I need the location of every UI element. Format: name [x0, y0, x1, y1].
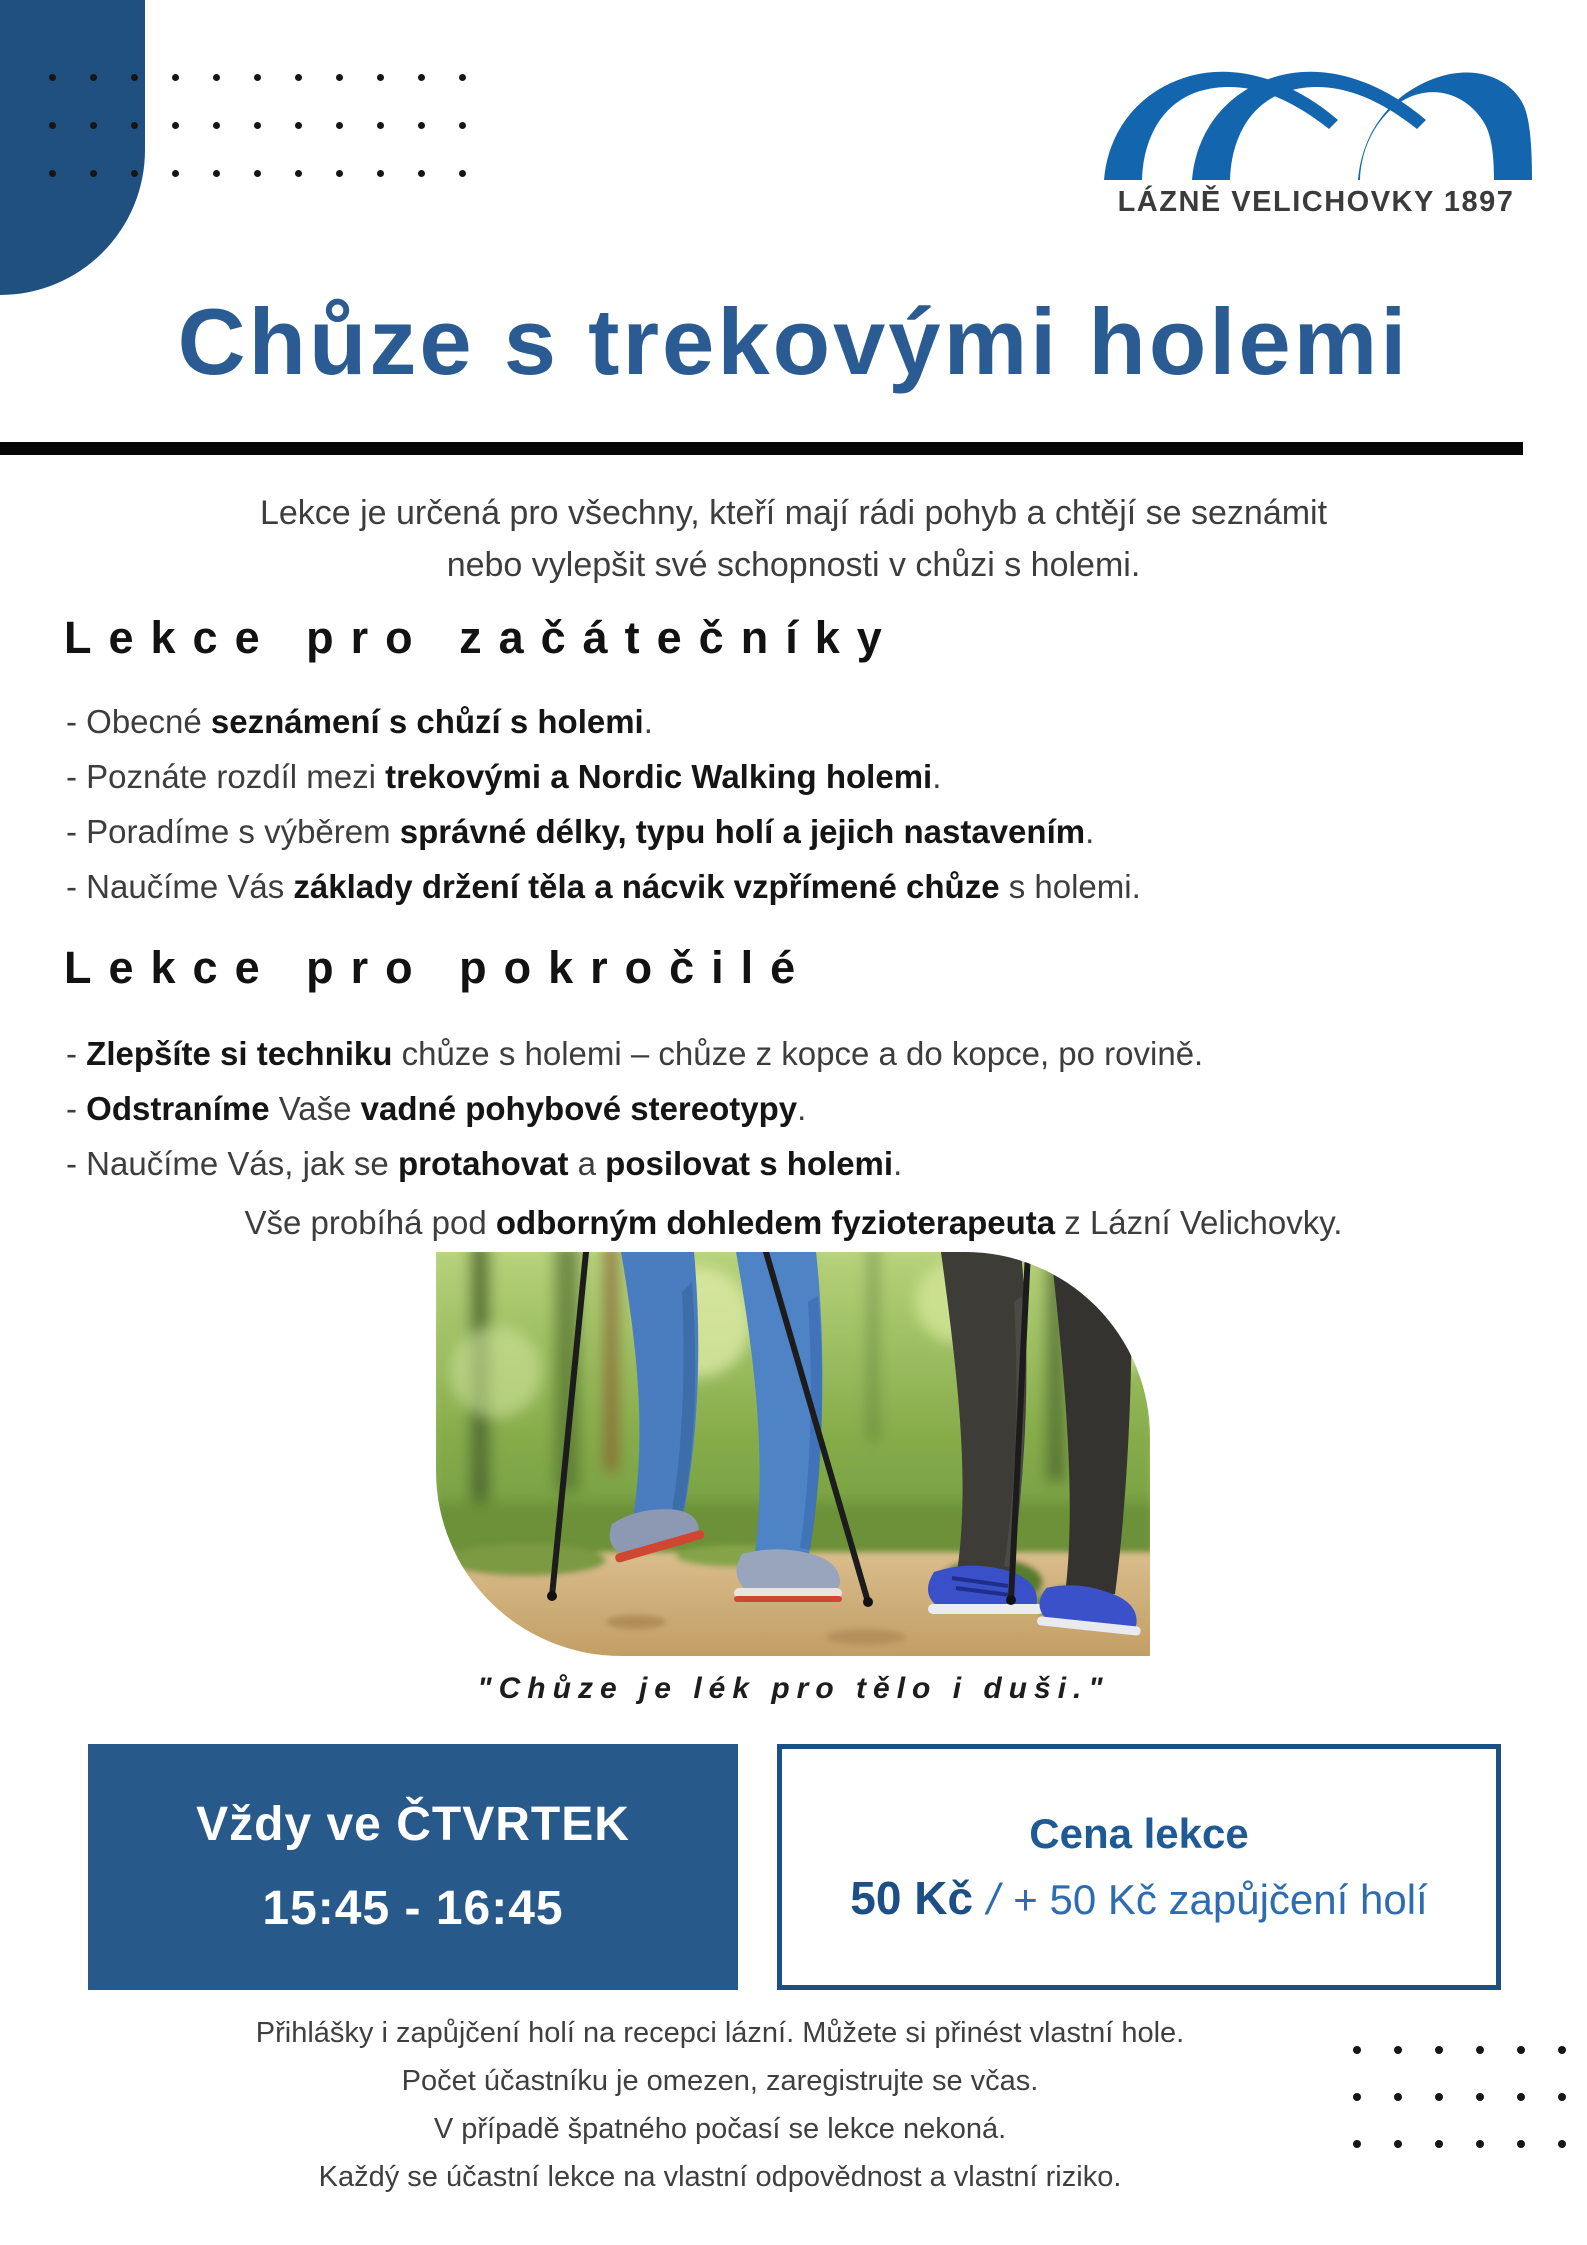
price-line	[850, 1871, 1428, 1924]
price-box	[777, 1744, 1501, 1990]
photo-caption: "Chůze je lék pro tělo i duši."	[477, 1672, 1110, 1705]
decor-dot	[1558, 2046, 1566, 2054]
decor-dot	[1517, 2140, 1525, 2148]
list-item: - Obecné seznámení s chůzí s holemi.	[66, 703, 653, 740]
decor-dot	[90, 122, 97, 129]
decor-dot	[90, 74, 97, 81]
intro-paragraph	[0, 487, 1587, 591]
decor-dot	[377, 170, 384, 177]
decor-dot	[1394, 2140, 1402, 2148]
decor-dot-grid-top	[49, 74, 466, 177]
decor-dot	[213, 74, 220, 81]
price-heading: Cena lekce	[1029, 1809, 1249, 1857]
decor-dot-grid-bottom	[1353, 2046, 1566, 2148]
decor-dot	[418, 170, 425, 177]
price-amount: 50 Kč	[850, 1871, 974, 1924]
schedule-time: 15:45 - 16:45	[262, 1882, 564, 1935]
list-item: - Naučíme Vás základy držení těla a nácvik vzpřímené chůze s holemi.	[66, 868, 1141, 905]
price-suffix: + 50 Kč zapůjčení holí	[1013, 1875, 1428, 1923]
intro-line: Lekce je určená pro všechny, kteří mají rádi pohyb a chtějí se seznámit	[259, 494, 1328, 532]
intro-line: nebo vylepšit své schopnosti v chůzi s holemi.	[446, 546, 1141, 584]
title-divider	[0, 442, 1523, 455]
decor-dot	[213, 122, 220, 129]
footer-line: Každý se účastní lekce na vlastní odpovědnost a vlastní riziko.	[318, 2161, 1122, 2193]
decor-dot	[377, 74, 384, 81]
walking-photo	[436, 1252, 1150, 1656]
list-item: - Poradíme s výběrem správné délky, typu holí a jejich nastavením.	[66, 813, 1095, 850]
footer-line: Přihlášky i zapůjčení holí na recepci lázní. Můžete si přinést vlastní hole.	[255, 2017, 1185, 2049]
decor-dot	[49, 170, 56, 177]
decor-dot	[459, 74, 466, 81]
logo-waves-icon	[1098, 58, 1534, 184]
decor-dot	[336, 170, 343, 177]
decor-dot	[172, 74, 179, 81]
decor-dot	[1558, 2140, 1566, 2148]
decor-dot	[1353, 2140, 1361, 2148]
decor-dot	[418, 74, 425, 81]
decor-dot	[254, 170, 261, 177]
schedule-day: Vždy ve ČTVRTEK	[196, 1798, 630, 1851]
schedule-box	[88, 1744, 738, 1990]
decor-dot	[131, 74, 138, 81]
decor-dot	[131, 122, 138, 129]
decor-dot	[1394, 2093, 1402, 2101]
decor-dot	[1476, 2140, 1484, 2148]
list-item: - Naučíme Vás, jak se protahovat a posilovat s holemi.	[66, 1145, 903, 1182]
footer-line: V případě špatného počasí se lekce nekoná.	[433, 2113, 1007, 2145]
list-item: - Zlepšíte si techniku chůze s holemi – chůze z kopce a do kopce, po rovině.	[66, 1035, 1204, 1072]
decor-dot	[172, 122, 179, 129]
decor-dot	[254, 74, 261, 81]
logo-text: LÁZNĚ VELICHOVKY 1897	[1117, 186, 1515, 218]
decor-dot	[49, 74, 56, 81]
decor-dot	[295, 122, 302, 129]
footer-notes	[0, 2009, 1440, 2201]
decor-dot	[131, 170, 138, 177]
decor-dot	[336, 74, 343, 81]
walking-photo-illustration	[436, 1252, 1150, 1656]
decor-dot	[1476, 2046, 1484, 2054]
footer-line: Počet účastníku je omezen, zaregistrujte se včas.	[401, 2065, 1039, 2097]
decor-dot	[1435, 2046, 1443, 2054]
decor-dot	[1558, 2093, 1566, 2101]
decor-dot	[295, 170, 302, 177]
decor-dot	[90, 170, 97, 177]
decor-dot	[1394, 2046, 1402, 2054]
section-heading-advanced: Lekce pro pokročilé	[64, 942, 813, 993]
decor-dot	[254, 122, 261, 129]
decor-dot	[459, 170, 466, 177]
decor-dot	[459, 122, 466, 129]
decor-dot	[1353, 2046, 1361, 2054]
supervision-note: Vše probíhá pod odborným dohledem fyzioterapeuta z Lázní Velichovky.	[244, 1204, 1343, 1241]
beginners-bullet-list	[66, 694, 1141, 914]
decor-dot	[1435, 2093, 1443, 2101]
decor-dot	[213, 170, 220, 177]
decor-dot	[1435, 2140, 1443, 2148]
decor-dot	[377, 122, 384, 129]
price-separator: /	[987, 1874, 1000, 1924]
section-heading-beginners: Lekce pro začátečníky	[64, 612, 899, 663]
list-item: - Odstraníme Vaše vadné pohybové stereotypy.	[66, 1090, 807, 1127]
list-item: - Poznáte rozdíl mezi trekovými a Nordic Walking holemi.	[66, 758, 942, 795]
decor-dot	[1353, 2093, 1361, 2101]
advanced-bullet-list	[66, 1026, 1203, 1191]
decor-dot	[1476, 2093, 1484, 2101]
decor-dot	[172, 170, 179, 177]
decor-dot	[1517, 2093, 1525, 2101]
decor-dot	[418, 122, 425, 129]
decor-dot	[336, 122, 343, 129]
page-title: Chůze s trekovými holemi	[177, 289, 1410, 394]
decor-dot	[49, 122, 56, 129]
decor-dot	[295, 74, 302, 81]
decor-dot	[1517, 2046, 1525, 2054]
spa-logo	[1098, 58, 1534, 219]
